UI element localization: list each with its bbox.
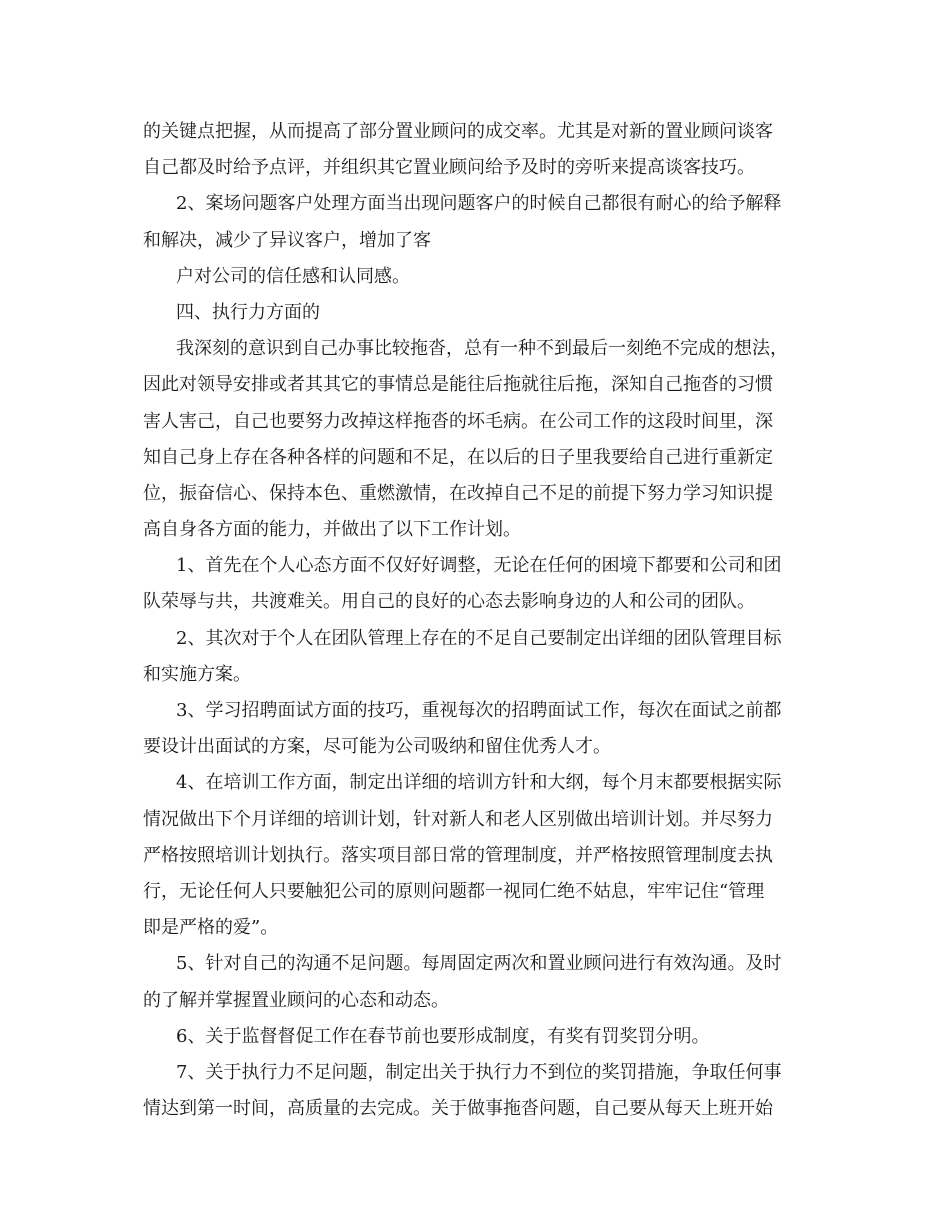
text-line: 5、针对自己的沟通不足问题。每周固定两次和置业顾问进行有效沟通。及时	[176, 953, 782, 975]
text-line: 高自身各方面的能力，并做出了以下工作计划。	[143, 519, 521, 541]
text-line: 严格按照培训计划执行。落实项目部日常的管理制度，并严格按照管理制度去执	[143, 844, 773, 866]
text-line: 四、执行力方面的	[176, 301, 320, 323]
text-line: 2、其次对于个人在团队管理上存在的不足自己要制定出详细的团队管理目标	[176, 627, 782, 649]
text-line: 害人害己，自己也要努力改掉这样拖沓的坏毛病。在公司工作的这段时间里，深	[143, 410, 773, 432]
text-line: 4、在培训工作方面，制定出详细的培训方针和大纲，每个月末都要根据实际	[176, 772, 782, 794]
text-line: 因此对领导安排或者其其它的事情总是能往后拖就往后拖，深知自己拖沓的习惯	[143, 374, 773, 396]
text-line: 即是严格的爱”。	[143, 917, 279, 939]
text-line: 位，振奋信心、保持本色、重燃激情，在改掉自己不足的前提下努力学习知识提	[143, 482, 773, 504]
text-line: 和解决，减少了异议客户，增加了客	[143, 229, 431, 251]
text-line: 的了解并掌握置业顾问的心态和动态。	[143, 989, 449, 1011]
text-line: 和实施方案。	[143, 663, 251, 685]
text-line: 自己都及时给予点评，并组织其它置业顾问给予及时的旁听来提高谈客技巧。	[143, 157, 755, 179]
text-line: 行，无论任何人只要触犯公司的原则问题都一视同仁绝不姑息，牢牢记住“管理	[143, 880, 765, 902]
text-line: 要设计出面试的方案，尽可能为公司吸纳和留住优秀人才。	[143, 736, 611, 758]
text-line: 2、案场问题客户处理方面当出现问题客户的时候自己都很有耐心的给予解释	[176, 193, 782, 215]
text-line: 的关键点把握，从而提高了部分置业顾问的成交率。尤其是对新的置业顾问谈客	[143, 121, 773, 142]
text-line: 情况做出下个月详细的培训计划，针对新人和老人区别做出培训计划。并尽努力	[143, 808, 773, 830]
text-line: 3、学习招聘面试方面的技巧，重视每次的招聘面试工作，每次在面试之前都	[176, 700, 782, 721]
text-line: 情达到第一时间，高质量的去完成。关于做事拖沓问题，自己要从每天上班开始	[143, 1098, 773, 1120]
text-line: 队荣辱与共，共渡难关。用自己的良好的心态去影响身边的人和公司的团队。	[143, 591, 755, 613]
text-line: 知自己身上存在各种各样的问题和不足，在以后的日子里我要给自己进行重新定	[143, 446, 773, 468]
text-line: 户对公司的信任感和认同感。	[176, 265, 410, 287]
document-body	[143, 114, 808, 1127]
text-line: 7、关于执行力不足问题，制定出关于执行力不到位的奖罚措施，争取任何事	[176, 1061, 782, 1083]
text-line: 6、关于监督督促工作在春节前也要形成制度，有奖有罚奖罚分明。	[176, 1025, 710, 1047]
text-line: 我深刻的意识到自己办事比较拖沓，总有一种不到最后一刻绝不完成的想法，	[176, 338, 788, 360]
text-line: 1、首先在个人心态方面不仅好好调整，无论在任何的困境下都要和公司和团	[176, 555, 782, 577]
